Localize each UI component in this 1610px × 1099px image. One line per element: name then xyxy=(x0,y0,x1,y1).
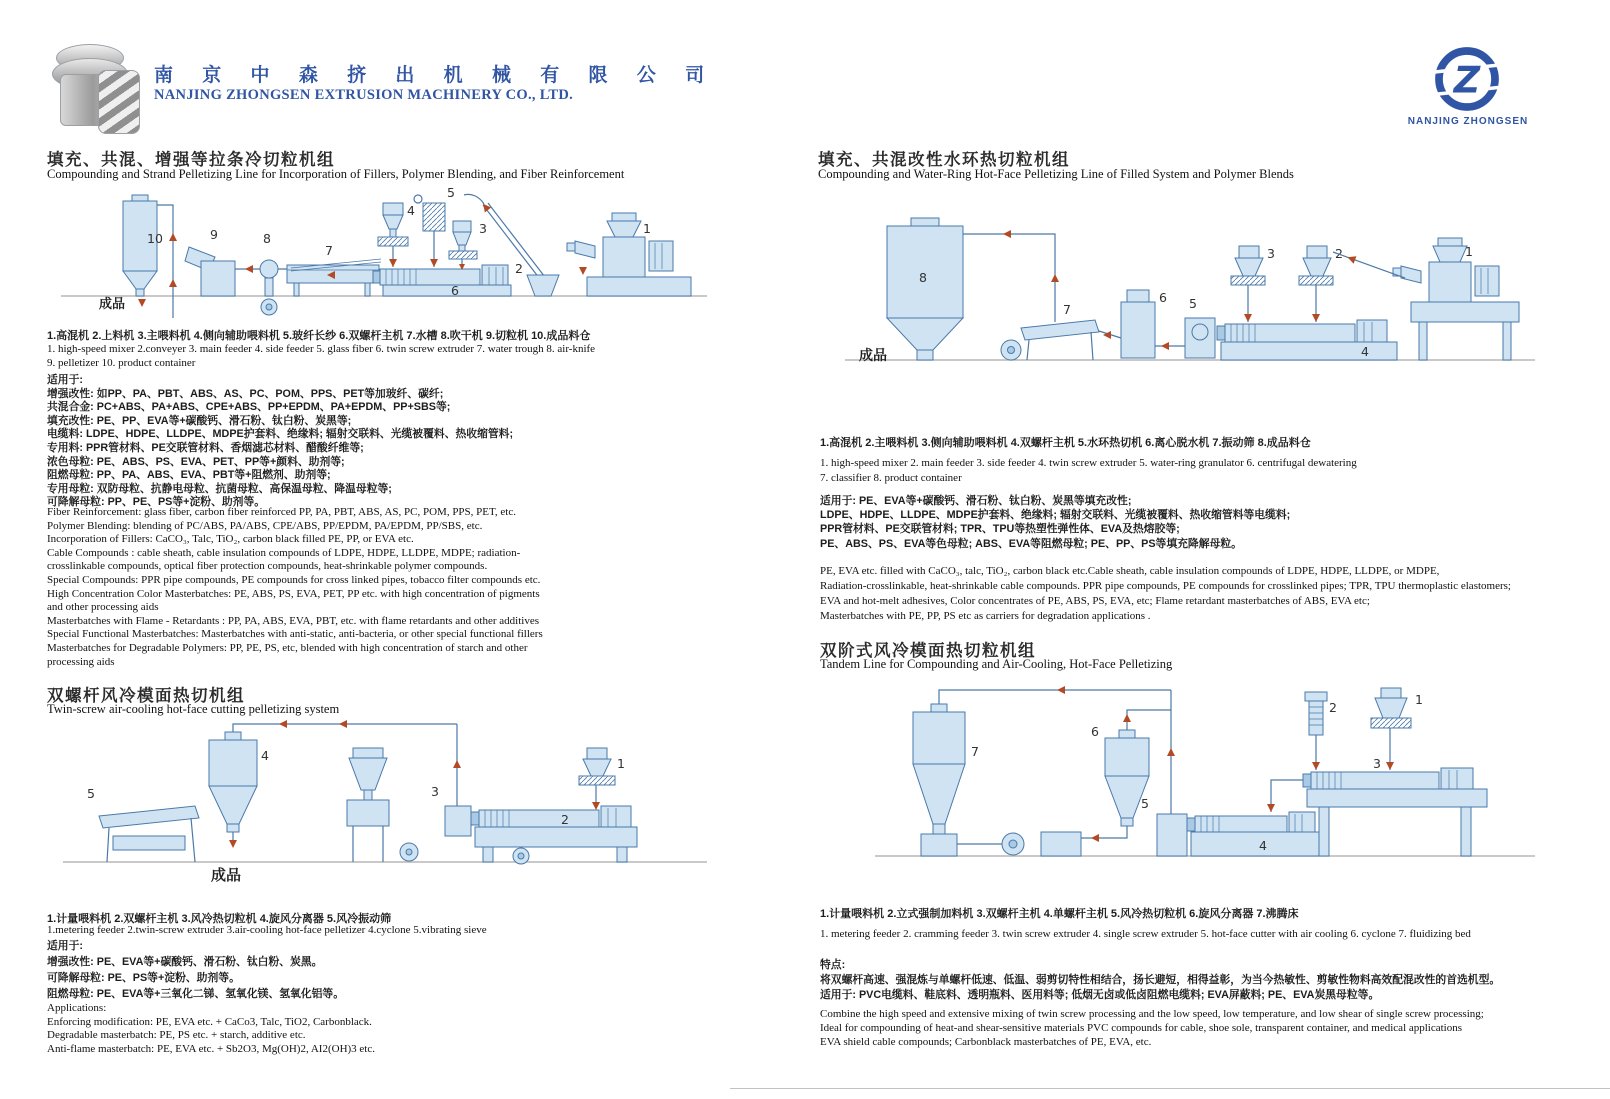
text-line: 适用于: PVC电缆料、鞋底料、透明瓶料、医用料等; 低烟无卤或低卤阻燃电缆料; EVA屏蔽料; PE、EVA炭黑母粒等。 xyxy=(820,989,1380,1001)
zhongsen-logo-icon xyxy=(1432,44,1502,114)
text-line: processing aids xyxy=(47,655,115,668)
label-2: 2 xyxy=(1329,700,1337,715)
section4-features-zh xyxy=(820,958,1605,1003)
vibrating-sieve xyxy=(99,806,199,862)
text-line: Degradable masterbatch: PE, PS etc. + starch, additive etc. xyxy=(47,1029,306,1042)
label-4: 4 xyxy=(1361,344,1369,359)
product-label: 成品 xyxy=(211,866,242,884)
label-3: 3 xyxy=(431,784,439,799)
text-line: Anti-flame masterbatch: PE, EVA etc. + Sb2O3, Mg(OH)2, AI2(OH)3 etc. xyxy=(47,1042,375,1055)
section4-features-en xyxy=(820,1007,1605,1050)
label-7: 7 xyxy=(971,744,979,759)
cramming-feeder xyxy=(1305,692,1327,770)
text-line: 适用于: PE、EVA等+碳酸钙、滑石粉、钛白粉、炭黑等填充改性; xyxy=(820,495,1132,507)
text-line: 1.metering feeder 2.twin-screw extruder 3.air-cooling hot-face pelletizer 4.cyclone 5.vibrating sieve xyxy=(47,924,487,936)
label-1: 1 xyxy=(617,756,625,771)
text-line: Masterbatches with PE, PP, PS etc as carriers for degradation applications . xyxy=(820,610,1151,622)
text-line: crosslinkable compounds, optical fiber protection compounds, heat-shrinkable polymer compounds. xyxy=(47,560,488,573)
section1-applications-zh xyxy=(47,374,513,510)
section3-title-en: Twin-screw air-cooling hot-face cutting pelletizing system xyxy=(47,702,340,716)
text-line: EVA shield cable compounds; Carbonblack masterbatches of PE, EVA, etc. xyxy=(820,1036,1152,1049)
label-5: 5 xyxy=(1141,796,1149,811)
text-line: LDPE、HDPE、LLDPE、MDPE护套料、绝缘料; 辐射交联料、光缆被覆料、热收缩管料等电缆料; xyxy=(820,509,1291,522)
section3-applications-zh xyxy=(47,938,344,1002)
diagram-water-ring-line xyxy=(815,190,1560,425)
cyclone xyxy=(1041,710,1171,856)
section4-title-en: Tandem Line for Compounding and Air-Cooling, Hot-Face Pelletizing xyxy=(820,657,1173,671)
text-line: High Concentration Color Masterbatches: PE, ABS, PS, EVA, PET, PP etc. with high concentration of pigments xyxy=(47,587,540,600)
text-line: 9. pelletizer 10. product container xyxy=(47,356,196,369)
section4-legend-en xyxy=(820,927,1471,942)
section4-title-zh: 双阶式风冷模面热切粒机组 xyxy=(820,642,1036,660)
section3-title-zh: 双螺杆风冷模面热切机组 xyxy=(47,687,245,705)
label-4: 4 xyxy=(261,748,269,763)
text-line: 适用于: xyxy=(47,374,83,386)
section3-applications-en xyxy=(47,1002,375,1056)
section1-title-zh: 填充、共混、增强等拉条冷切粒机组 xyxy=(47,151,335,169)
text-line: Radiation-crosslinkable, heat-shrinkable cable compounds. PPR pipe compounds, PE compounds for crosslinked pipes; TPR, TPU thermoplastic elastomers; xyxy=(820,580,1511,592)
label-8: 8 xyxy=(263,231,271,246)
twin-screw-extruder xyxy=(1217,320,1397,360)
label-7: 7 xyxy=(1063,302,1071,317)
footer-rule xyxy=(730,1088,1610,1089)
cyclone xyxy=(209,732,257,842)
text-line: Combine the high speed and extensive mixing of twin screw processing and the low speed, low temperature, and low shear of single screw processing; xyxy=(820,1008,1484,1020)
section2-applications-en xyxy=(820,564,1600,624)
side-feeder xyxy=(378,203,408,267)
pneumatic-pipe xyxy=(939,690,1171,704)
product-label: 成品 xyxy=(99,297,126,312)
side-feeder xyxy=(1231,246,1265,322)
label-5: 5 xyxy=(1189,296,1197,311)
single-screw-extruder xyxy=(1187,812,1323,856)
pipe xyxy=(963,234,1055,322)
pelletizer xyxy=(185,247,235,296)
hot-face-cutter xyxy=(1157,690,1187,856)
section3-legend-zh: 1.计量喂料机 2.双螺杆主机 3.风冷热切粒机 4.旋风分离器 5.风冷振动筛 xyxy=(47,913,392,925)
text-line: PE, EVA etc. filled with CaCO₃, talc, TiO₂, carbon black etc.Cable sheath, cable insulation compounds of LDPE, HDPE, LLDPE, or MDPE, xyxy=(820,565,1440,577)
section2-title-zh: 填充、共混改性水环热切粒机组 xyxy=(818,151,1070,169)
section1-applications-en xyxy=(47,506,543,669)
machinery-photo xyxy=(52,44,148,136)
text-line: Special Compounds: PPR pipe compounds, PE compounds for cross linked pipes, tobacco filter compounds etc. xyxy=(47,573,541,586)
label-2: 2 xyxy=(515,261,523,276)
label-1: 1 xyxy=(1465,244,1473,259)
centrifugal-dewatering xyxy=(1099,290,1155,358)
text-line: Masterbatches with Flame - Retardants : PP, PA, ABS, EVA, PBT, etc. with flame retardants and other additives xyxy=(47,614,539,627)
label-5: 5 xyxy=(447,185,455,200)
section1-title-en: Compounding and Strand Pelletizing Line for Incorporation of Fillers, Polymer Blending, and Fiber Reinforcement xyxy=(47,167,625,181)
diagram-air-cooling-hot-face-line xyxy=(47,712,727,887)
text-line: 适用于: xyxy=(47,940,83,952)
diagram-tandem-line xyxy=(815,676,1560,876)
text-line: and other processing aids xyxy=(47,601,159,614)
label-5: 5 xyxy=(87,786,95,801)
text-line: 专用料: PPR管材料、PE交联管材料、香烟滤芯材料、醋酸纤维等; xyxy=(47,441,364,454)
label-1: 1 xyxy=(643,221,651,236)
text-line: 共混合金: PC+ABS、PA+ABS、CPE+ABS、PP+EPDM、PA+EPDM、PP+SBS等; xyxy=(47,401,451,414)
twin-screw-extruder xyxy=(471,806,637,864)
product-label: 成品 xyxy=(859,348,887,364)
label-6: 6 xyxy=(1091,724,1099,739)
section2-applications-zh xyxy=(820,494,1290,551)
company-logo xyxy=(1432,44,1502,119)
label-2: 2 xyxy=(561,812,569,827)
text-line: 阻燃母粒: PE、EVA等+三氧化二锑、氢氧化镁、氢氧化铝等。 xyxy=(47,988,345,1000)
logo-letter: Z xyxy=(1453,58,1481,102)
text-line: Fiber Reinforcement: glass fiber, carbon fiber reinforced PP, PA, PBT, ABS, AS, PC, POM, PPS, PET, etc. xyxy=(47,506,516,518)
text-line: 增强改性: PE、EVA等+碳酸钙、滑石粉、钛白粉、炭黑。 xyxy=(47,956,323,968)
company-name-zh: 南 京 中 森 挤 出 机 械 有 限 公 司 xyxy=(154,65,717,86)
text-line: Polymer Blending: blending of PC/ABS, PA/ABS, CPE/ABS, PP/EPDM, PA/EPDM, PP/SBS, etc. xyxy=(47,519,483,532)
section2-legend-zh: 1.高混机 2.主喂料机 3.侧向辅助喂料机 4.双螺杆主机 5.水环热切机 6.离心脱水机 7.振动筛 8.成品料仓 xyxy=(820,437,1311,449)
water-ring-granulator xyxy=(1155,318,1215,358)
text-line: Incorporation of Fillers: CaCO₃, Talc, TiO₂, carbon black filled PE, PP, or EVA etc. xyxy=(47,533,414,546)
text-line: 特点: xyxy=(820,959,846,971)
label-6: 6 xyxy=(1159,290,1167,305)
text-line: 浓色母粒: PE、ABS、PS、EVA、PET、PP等+颜料、助剂等; xyxy=(47,455,345,468)
text-line: Masterbatches for Degradable Polymers: PP, PE, PS, etc, blended with high concentration of starch and other xyxy=(47,641,528,654)
label-3: 3 xyxy=(1267,246,1275,261)
text-line: PPR管材料、PE交联管材料; TPR、TPU等热塑性弹性体、EVA及热熔胶等; xyxy=(820,523,1180,536)
text-line: 7. classifier 8. product container xyxy=(820,472,962,484)
text-line: 填充改性: PE、PP、EVA等+碳酸钙、滑石粉、钛白粉、炭黑等; xyxy=(47,414,352,427)
text-line: Cable Compounds : cable sheath, cable insulation compounds of LDPE, HDPE, LLDPE, MDPE; radiation- xyxy=(47,546,521,559)
text-line: 可降解母粒: PP、PE、PS等+淀粉、助剂等。 xyxy=(47,496,266,509)
section2-legend-en xyxy=(820,456,1357,486)
fluidizing-bed-cyclone xyxy=(913,704,1024,856)
high-speed-mixer xyxy=(567,213,691,296)
text-line: Applications: xyxy=(47,1002,107,1014)
logo-caption: NANJING ZHONGSEN xyxy=(1407,116,1529,127)
label-4: 4 xyxy=(407,203,415,218)
label-3: 3 xyxy=(479,221,487,236)
air-knife xyxy=(260,260,278,315)
hopper-unit xyxy=(347,748,418,862)
main-feeder xyxy=(1299,246,1333,322)
text-line: 1. high-speed mixer 2.conveyer 3. main feeder 4. side feeder 5. glass fiber 6. twin screw extruder 7. water trough 8. air-knife xyxy=(47,343,596,355)
pipe xyxy=(157,205,173,318)
label-3: 3 xyxy=(1373,756,1381,771)
section1-legend-zh: 1.高混机 2.上料机 3.主喂料机 4.侧向辅助喂料机 5.玻纤长纱 6.双螺杆主机 7.水槽 8.吹干机 9.切粒机 10.成品料仓 xyxy=(47,330,591,342)
text-line: EVA and hot-melt adhesives, Color concentrates of PE, ABS, PS, EVA, etc; Flame retardant masterbatches of ABS, EVA etc; xyxy=(820,595,1370,607)
label-2: 2 xyxy=(1335,246,1343,261)
text-line: Special Functional Masterbatches: Masterbatches with anti-static, anti-bacteria, or other special functional fillers xyxy=(47,628,543,641)
text-line: PE、ABS、PS、EVA等色母粒; ABS、EVA等阻燃母粒; PE、PP、PS等填充降解母粒。 xyxy=(820,537,1242,550)
text-line: 增强改性: 如PP、PA、PBT、ABS、AS、PC、POM、PPS、PET等加玻纤、碳纤; xyxy=(47,387,444,400)
glass-fiber xyxy=(414,195,445,267)
text-line: 1. metering feeder 2. cramming feeder 3. twin screw extruder 4. single screw extruder 5. hot-face cutter with air cooling 6. cyclone 7. fluidizing bed xyxy=(820,928,1471,940)
text-line: 电缆料: LDPE、HDPE、LLDPE、MDPE护套料、绝缘料; 辐射交联料、光缆被覆料、热收缩管料; xyxy=(47,428,514,441)
section1-legend-en xyxy=(47,343,595,370)
section4-legend-zh: 1.计量喂料机 2.立式强制加料机 3.双螺杆主机 4.单螺杆主机 5.风冷热切粒机 6.旋风分离器 7.沸腾床 xyxy=(820,908,1299,920)
text-line: Enforcing modification: PE, EVA etc. + CaCo3, Talc, TiO2, Carbonblack. xyxy=(47,1015,372,1028)
text-line: 将双螺杆高速、强混炼与单螺杆低速、低温、弱剪切特性相结合，扬长避短，相得益彰，为当今热敏性、剪敏性物料高效配混改性的首选机型。 xyxy=(820,974,1501,986)
text-line: 1. high-speed mixer 2. main feeder 3. side feeder 4. twin screw extruder 5. water-ring granulator 6. centrifugal dewatering xyxy=(820,457,1357,469)
label-7: 7 xyxy=(325,243,333,258)
text-line: 阻燃母粒: PP、PA、ABS、EVA、PBT等+阻燃剂、助剂等; xyxy=(47,469,331,482)
label-4: 4 xyxy=(1259,838,1267,853)
twin-screw-extruder xyxy=(373,265,511,296)
company-name-en: NANJING ZHONGSEN EXTRUSION MACHINERY CO., LTD. xyxy=(154,87,574,103)
text-line: Ideal for compounding of heat-and shear-sensitive materials PVC compounds for cable, shoe sole, transparent container, and medical applications xyxy=(820,1022,1463,1035)
label-1: 1 xyxy=(1415,692,1423,707)
label-9: 9 xyxy=(210,227,218,242)
product-container xyxy=(887,218,963,360)
label-10: 10 xyxy=(147,231,163,246)
main-feeder xyxy=(449,221,477,267)
hot-face-pelletizer xyxy=(445,724,471,836)
label-6: 6 xyxy=(451,283,459,298)
metering-feeder xyxy=(579,748,615,808)
classifier xyxy=(1001,320,1099,360)
text-line: 专用母粒: 双防母粒、抗静电母粒、抗菌母粒、高保温母粒、降温母粒等; xyxy=(47,482,392,495)
text-line: 可降解母粒: PE、PS等+淀粉、助剂等。 xyxy=(47,972,240,984)
section2-title-en: Compounding and Water-Ring Hot-Face Pelletizing Line of Filled System and Polymer Blends xyxy=(818,167,1294,181)
label-8: 8 xyxy=(919,270,927,285)
diagram-strand-pelletizing-line xyxy=(47,183,722,323)
section3-legend-en xyxy=(47,924,487,938)
